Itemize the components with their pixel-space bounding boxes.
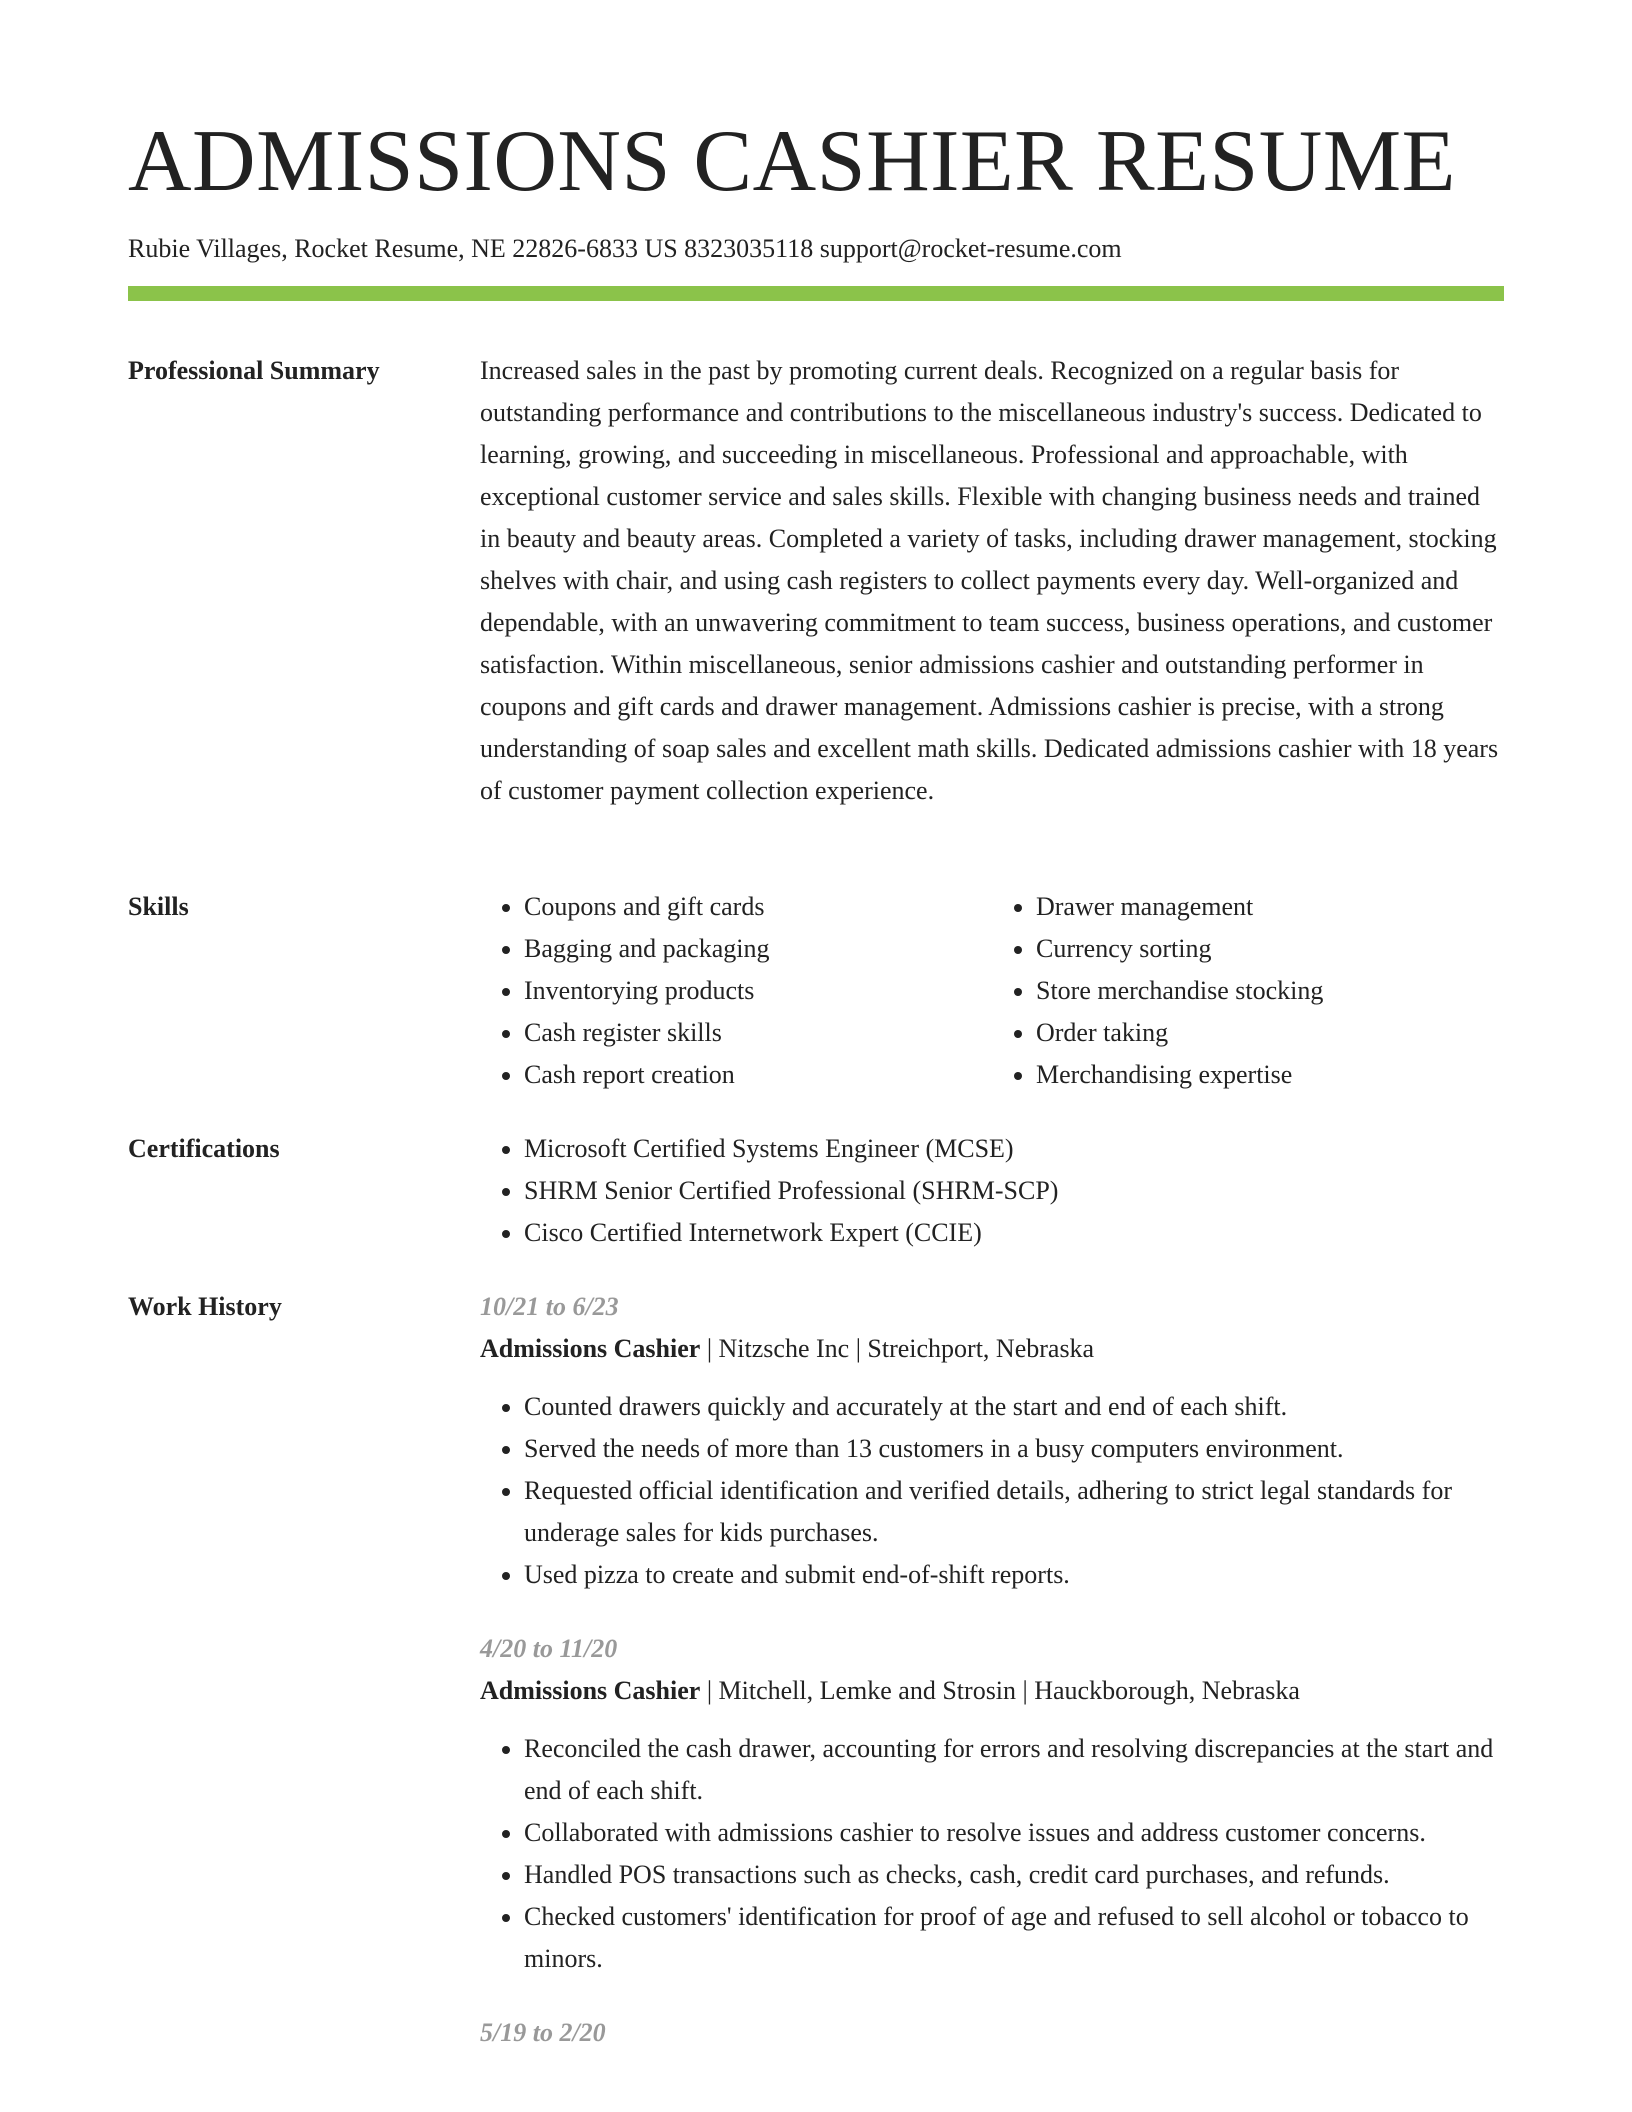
skills-label: Skills [128, 892, 189, 921]
list-item: • Reconciled the cash drawer, accounting for errors and resolving discrepancies at the start and end of each shift. [524, 1728, 1504, 1812]
list-item: • Merchandising expertise [1036, 1054, 1504, 1096]
skills-list-left [480, 886, 992, 1096]
job-details: | Mitchell, Lemke and Strosin | Hauckborough, Nebraska [700, 1676, 1300, 1705]
list-item: • SHRM Senior Certified Professional (SHRM-SCP) [524, 1170, 1504, 1212]
summary-text: Increased sales in the past by promoting current deals. Recognized on a regular basis for outstanding performance and contributions to the miscellaneous industry's success. Dedicated to learning, growing, and succeeding in miscellaneous. Professional and approachable, with exceptional customer service and sales skills. Flexible with changing business needs and trained in beauty and beauty areas. Completed a variety of tasks, including drawer management, stocking shelves with chair, and using cash registers to collect payments every day. Well-organized and dependable, with an unwavering commitment to team success, business operations, and customer satisfaction. Within miscellaneous, senior admissions cashier and outstanding performer in coupons and gift cards and drawer management. Admissions cashier is precise, with a strong understanding of soap sales and excellent math skills. Dedicated admissions cashier with 18 years of customer payment collection experience. [480, 356, 1499, 805]
list-item: • Inventorying products [524, 970, 992, 1012]
job-heading [480, 1670, 1504, 1712]
list-item: • Used pizza to create and submit end-of-shift reports. [524, 1554, 1504, 1596]
summary-label: Professional Summary [128, 356, 380, 385]
job-dates: 5/19 to 2/20 [480, 2018, 606, 2047]
job-heading [480, 1328, 1504, 1370]
certifications-label: Certifications [128, 1134, 280, 1163]
list-item: • Drawer management [1036, 886, 1504, 928]
list-item: • Microsoft Certified Systems Engineer (MCSE) [524, 1128, 1504, 1170]
list-item: • Cisco Certified Internetwork Expert (CCIE) [524, 1212, 1504, 1254]
job-title: Admissions Cashier [480, 1334, 701, 1363]
list-item: • Cash register skills [524, 1012, 992, 1054]
job-entry [480, 1286, 1504, 1596]
resume-title: ADMISSIONS CASHIER RESUME [128, 113, 1456, 210]
list-item: • Currency sorting [1036, 928, 1504, 970]
list-item: • Served the needs of more than 13 customers in a busy computers environment. [524, 1428, 1504, 1470]
job-dates: 10/21 to 6/23 [480, 1292, 619, 1321]
job-entry [480, 1628, 1504, 1980]
skills-list-right [992, 886, 1504, 1096]
job-dates: 4/20 to 11/20 [480, 1634, 618, 1663]
certifications-list [480, 1128, 1504, 1254]
list-item: • Coupons and gift cards [524, 886, 992, 928]
list-item: • Handled POS transactions such as checks, cash, credit card purchases, and refunds. [524, 1854, 1504, 1896]
work-history-label: Work History [128, 1292, 282, 1321]
list-item: • Order taking [1036, 1012, 1504, 1054]
contact-line: Rubie Villages, Rocket Resume, NE 22826-6833 US 8323035118 support@rocket-resume.com [128, 234, 1122, 263]
job-bullets [480, 1386, 1504, 1596]
accent-divider [128, 286, 1504, 301]
list-item: • Counted drawers quickly and accurately at the start and end of each shift. [524, 1386, 1504, 1428]
list-item: • Requested official identification and verified details, adhering to strict legal standards for underage sales for kids purchases. [524, 1470, 1504, 1554]
list-item: • Bagging and packaging [524, 928, 992, 970]
job-title: Admissions Cashier [480, 1676, 701, 1705]
job-bullets [480, 1728, 1504, 1980]
list-item: • Collaborated with admissions cashier to resolve issues and address customer concerns. [524, 1812, 1504, 1854]
list-item: • Cash report creation [524, 1054, 992, 1096]
job-entry [480, 2012, 1504, 2054]
list-item: • Store merchandise stocking [1036, 970, 1504, 1012]
list-item: • Checked customers' identification for proof of age and refused to sell alcohol or tobacco to minors. [524, 1896, 1504, 1980]
job-details: | Nitzsche Inc | Streichport, Nebraska [700, 1334, 1095, 1363]
